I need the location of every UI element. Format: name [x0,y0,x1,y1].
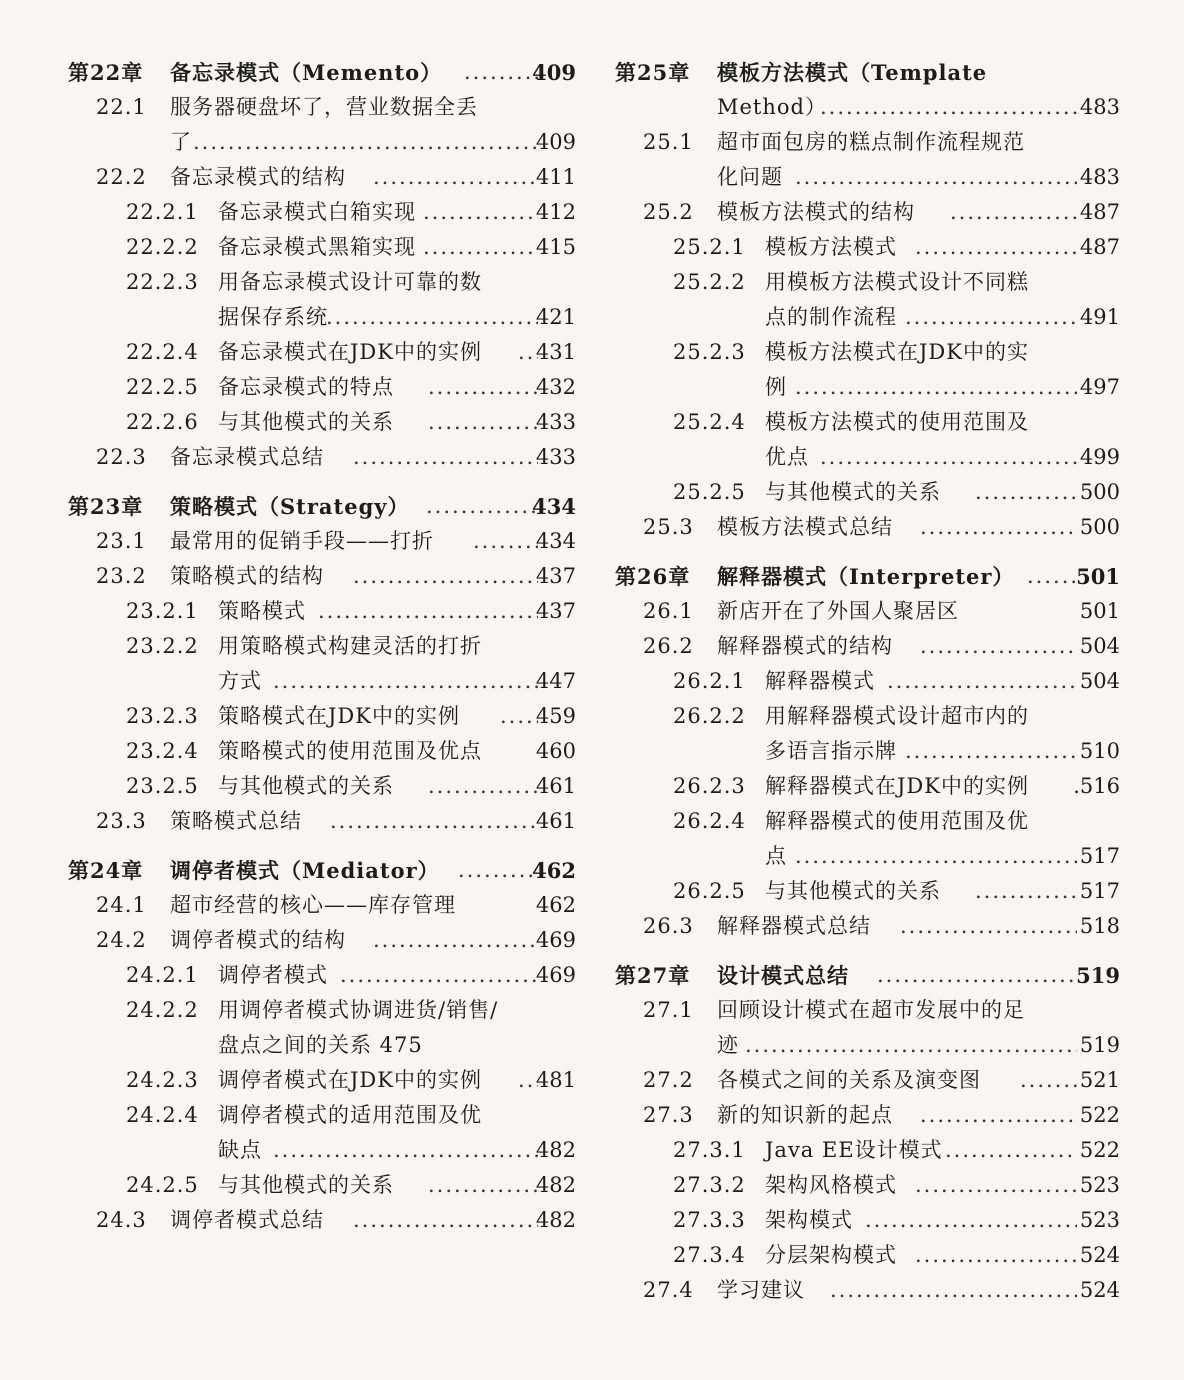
toc-page-number: 483 [1079,165,1120,189]
toc-entry-title: 用调停者模式协调进货/销售/ [218,998,499,1022]
toc-entry-number: 25.3 [643,515,694,539]
toc-entry-title: 模板方法模式的使用范围及 [765,410,1029,434]
toc-entry-title: 服务器硬盘坏了，营业数据全丢 [170,95,478,119]
toc-entry-number: 23.2.1 [126,599,199,623]
toc-page-number: 504 [1079,634,1120,658]
toc-entry-title: 例 [765,375,787,399]
toc-entry-title: 架构模式 [765,1208,853,1232]
toc-entry-line [68,265,576,300]
toc-leader-dots [428,769,538,804]
toc-entry-number: 23.1 [96,529,147,553]
toc-entry-title: 解释器模式的结构 [717,634,893,658]
toc-entry-line [615,839,1120,874]
toc-entry-line [615,1168,1120,1203]
toc-entry-title: 调停者模式的适用范围及优 [218,1103,482,1127]
toc-entry-number: 22.1 [96,95,147,119]
toc-leader-dots [273,1133,538,1168]
toc-entry-number: 22.2.2 [126,235,199,259]
toc-entry-title: 回顾设计模式在超市发展中的足 [717,998,1025,1022]
toc-entry-line [615,1028,1120,1063]
toc-entry-line [615,769,1120,804]
toc-entry-number: 26.2.2 [673,704,746,728]
toc-entry-number: 27.4 [643,1278,694,1302]
toc-page-number: 469 [535,963,576,987]
toc-entry-line [68,230,576,265]
toc-page-number: 409 [532,60,576,85]
toc-page-number: 499 [1079,445,1120,469]
toc-entry-title: 策略模式的使用范围及优点 [218,739,482,763]
toc-entry-line [615,1063,1120,1098]
toc-entry-line [68,440,576,475]
toc-entry-title: 分层架构模式 [765,1243,897,1267]
toc-page-number: 409 [535,130,576,154]
toc-entry-number: 22.2.1 [126,200,199,224]
toc-page-number: 523 [1079,1173,1120,1197]
toc-entry-title: 模板方法模式（Template [717,60,988,85]
toc-page-number: 501 [1076,564,1120,589]
toc-entry-line [68,559,576,594]
toc-leader-dots [795,370,1077,405]
toc-entry-line [615,1273,1120,1308]
toc-entry-line [615,909,1120,944]
toc-entry-number: 25.1 [643,130,694,154]
toc-entry-number: 22.2.6 [126,410,199,434]
toc-page-number: 523 [1079,1208,1120,1232]
toc-entry-line [615,629,1120,664]
toc-page-number: 518 [1079,914,1120,938]
toc-entry-line [615,230,1120,265]
toc-entry-number: 25.2.2 [673,270,746,294]
toc-entry-line [615,510,1120,545]
toc-entry-title: 学习建议 [717,1278,805,1302]
toc-entry-line [68,769,576,804]
toc-entry-title: 用解释器模式设计超市内的 [765,704,1029,728]
toc-entry-title: 盘点之间的关系 475 [218,1033,423,1057]
toc-page-number: 483 [1079,95,1120,119]
toc-page-number: 519 [1079,1033,1120,1057]
toc-entry-number: 25.2 [643,200,694,224]
toc-page-number: 501 [1079,599,1120,623]
toc-entry-line [615,734,1120,769]
toc-entry-line [615,370,1120,405]
toc-page-number: 411 [535,165,576,189]
toc-page-number: 524 [1079,1278,1120,1302]
toc-entry-number: 27.3.1 [673,1138,746,1162]
toc-entry-line [68,90,576,125]
toc-entry-title: 备忘录模式（Memento） [170,60,443,85]
toc-leader-dots [423,230,538,265]
toc-entry-title: 超市经营的核心——库存管理 [170,893,456,917]
toc-entry-line [615,1133,1120,1168]
toc-leader-dots [915,1238,1077,1273]
toc-leader-dots [900,909,1077,944]
toc-entry-line [68,370,576,405]
toc-entry-number: 24.2.3 [126,1068,199,1092]
toc-entry-title: 超市面包房的糕点制作流程规范 [717,130,1025,154]
toc-entry-line [615,664,1120,699]
toc-leader-dots [273,664,538,699]
toc-entry-line [615,440,1120,475]
toc-page-number: 519 [1076,963,1120,988]
toc-entry-number: 27.1 [643,998,694,1022]
toc-entry-title: 与其他模式的关系 [765,879,941,903]
toc-entry-title: 新店开在了外国人聚居区 [717,599,959,623]
toc-entry-line [615,90,1120,125]
toc-page-number: 461 [535,774,576,798]
toc-page-number: 431 [535,340,576,364]
toc-entry-line [68,1063,576,1098]
toc-entry-title: 策略模式在JDK中的实例 [218,704,460,728]
toc-entry-line [615,804,1120,839]
toc-entry-line [615,993,1120,1028]
toc-entry-number: 27.3.4 [673,1243,746,1267]
toc-page-number: 522 [1079,1103,1120,1127]
toc-entry-line [68,1168,576,1203]
toc-entry-line [68,405,576,440]
toc-entry-line [615,160,1120,195]
toc-entry-number: 23.2.5 [126,774,199,798]
toc-leader-dots [950,195,1077,230]
toc-entry-title: 方式 [218,669,262,693]
toc-chapter-line [615,958,1120,993]
toc-entry-title: 迹 [717,1033,739,1057]
toc-leader-dots [745,1028,1077,1063]
toc-chapter-line [68,853,576,888]
toc-entry-title: 解释器模式（Interpreter） [717,564,1015,589]
toc-entry-number: 第26章 [615,564,691,589]
toc-entry-number: 26.2.1 [673,669,746,693]
toc-entry-title: 与其他模式的关系 [765,480,941,504]
toc-entry-title: 与其他模式的关系 [218,410,394,434]
toc-page-number: 521 [1079,1068,1120,1092]
toc-entry-line [68,160,576,195]
toc-entry-line [68,958,576,993]
toc-leader-dots [795,160,1077,195]
toc-entry-line [615,699,1120,734]
toc-entry-title: 了 [170,130,192,154]
toc-leader-dots [464,55,538,90]
toc-page-number: 415 [535,235,576,259]
toc-leader-dots [193,125,538,160]
toc-entry-line [68,300,576,335]
toc-entry-line [68,1028,576,1063]
toc-entry-title: 备忘录模式总结 [170,445,324,469]
toc-entry-title: 模板方法模式的结构 [717,200,915,224]
toc-leader-dots [353,559,538,594]
toc-entry-title: 据保存系统 [218,305,328,329]
toc-page-number: 434 [535,529,576,553]
toc-entry-line [615,125,1120,160]
toc-leader-dots [330,804,538,839]
toc-entry-title: 解释器模式在JDK中的实例 [765,774,1029,798]
toc-leader-dots [877,958,1077,993]
toc-page-number: 500 [1079,480,1120,504]
toc-entry-line [68,888,576,923]
toc-leader-dots [458,853,538,888]
toc-entry-number: 25.2.3 [673,340,746,364]
toc-entry-line [615,195,1120,230]
toc-leader-dots [423,195,538,230]
toc-left-column [68,55,576,1238]
toc-entry-title: 调停者模式总结 [170,1208,324,1232]
toc-page-number: 433 [535,445,576,469]
toc-page-number: 482 [535,1173,576,1197]
toc-leader-dots [426,489,538,524]
toc-entry-line [68,664,576,699]
toc-page-number: 497 [1079,375,1120,399]
toc-entry-title: 优点 [765,445,809,469]
toc-entry-line [615,300,1120,335]
toc-page-number: .516 [1073,774,1120,798]
toc-entry-number: 第22章 [68,60,144,85]
toc-page-number: 437 [535,564,576,588]
toc-entry-title: 点的制作流程 [765,305,897,329]
toc-entry-number: 27.3.3 [673,1208,746,1232]
toc-entry-number: 23.3 [96,809,147,833]
toc-entry-title: 缺点 [218,1138,262,1162]
toc-entry-number: 27.3.2 [673,1173,746,1197]
toc-page-number: 434 [532,494,576,519]
toc-entry-number: 24.2.5 [126,1173,199,1197]
toc-entry-number: 第25章 [615,60,691,85]
toc-entry-line [68,699,576,734]
toc-entry-line [615,475,1120,510]
toc-page-number: 482 [535,1208,576,1232]
toc-entry-line [68,594,576,629]
toc-entry-title: 用策略模式构建灵活的打折 [218,634,482,658]
toc-leader-dots [795,839,1077,874]
toc-leader-dots [318,594,538,629]
toc-leader-dots [920,629,1077,664]
toc-entry-number: 25.2.4 [673,410,746,434]
toc-entry-number: 第23章 [68,494,144,519]
toc-page-number: 412 [535,200,576,224]
toc-page-number: 524 [1079,1243,1120,1267]
toc-leader-dots [500,699,538,734]
toc-entry-number: 26.3 [643,914,694,938]
toc-entry-title: 备忘录模式白箱实现 [218,200,416,224]
toc-page-number: 432 [535,375,576,399]
toc-entry-line [68,804,576,839]
toc-entry-number: 22.2.5 [126,375,199,399]
toc-page-number: 460 [535,739,576,763]
toc-entry-number: 24.1 [96,893,147,917]
toc-entry-number: 26.2.5 [673,879,746,903]
toc-leader-dots [428,405,538,440]
toc-entry-number: 23.2 [96,564,147,588]
toc-entry-number: 26.2.4 [673,809,746,833]
toc-entry-title: 解释器模式总结 [717,914,871,938]
toc-entry-title: 用模板方法模式设计不同糕 [765,270,1029,294]
toc-entry-line [68,335,576,370]
toc-entry-number: 27.3 [643,1103,694,1127]
toc-page-number: 500 [1079,515,1120,539]
toc-entry-title: 解释器模式的使用范围及优 [765,809,1029,833]
toc-entry-title: 模板方法模式总结 [717,515,893,539]
toc-entry-line [68,195,576,230]
toc-entry-title: 与其他模式的关系 [218,774,394,798]
toc-entry-line [68,1203,576,1238]
toc-page-number: 487 [1079,235,1120,259]
toc-page-number: 437 [535,599,576,623]
toc-page-number: 510 [1079,739,1120,763]
toc-entry-number: 26.1 [643,599,694,623]
toc-entry-number: 22.2 [96,165,147,189]
toc-leader-dots [820,90,1077,125]
toc-entry-number: 24.2.1 [126,963,199,987]
toc-entry-title: 调停者模式 [218,963,328,987]
toc-leader-dots [428,370,538,405]
toc-entry-line [68,923,576,958]
toc-leader-dots [373,923,538,958]
toc-entry-title: 点 [765,844,787,868]
toc-entry-number: 25.2.5 [673,480,746,504]
toc-entry-line [615,1238,1120,1273]
toc-entry-number: 23.2.4 [126,739,199,763]
toc-page-number: 522 [1079,1138,1120,1162]
toc-chapter-line [615,559,1120,594]
toc-entry-title: 调停者模式在JDK中的实例 [218,1068,482,1092]
toc-entry-title: Method） [717,95,827,119]
toc-leader-dots [373,160,538,195]
toc-entry-title: 调停者模式的结构 [170,928,346,952]
toc-entry-number: 24.3 [96,1208,147,1232]
toc-entry-title: 解释器模式 [765,669,875,693]
toc-entry-title: 备忘录模式在JDK中的实例 [218,340,482,364]
toc-entry-number: 22.2.3 [126,270,199,294]
toc-entry-number: 第24章 [68,858,144,883]
toc-leader-dots [830,1273,1077,1308]
toc-leader-dots [473,524,538,559]
toc-entry-title: 多语言指示牌 [765,739,897,763]
toc-entry-number: 22.2.4 [126,340,199,364]
toc-page-number: 421 [535,305,576,329]
toc-entry-line [615,335,1120,370]
toc-page-number: 462 [532,858,576,883]
toc-entry-title: 策略模式总结 [170,809,302,833]
toc-leader-dots [920,510,1077,545]
toc-leader-dots [920,1098,1077,1133]
toc-entry-number: 25.2.1 [673,235,746,259]
toc-leader-dots [905,300,1077,335]
toc-leader-dots [945,1133,1077,1168]
toc-leader-dots [428,1168,538,1203]
toc-page-number: 461 [535,809,576,833]
toc-chapter-line [615,55,1120,90]
toc-leader-dots [1027,559,1077,594]
toc-entry-number: 22.3 [96,445,147,469]
toc-leader-dots [340,958,538,993]
toc-entry-number: 26.2.3 [673,774,746,798]
toc-entry-number: 24.2.2 [126,998,199,1022]
toc-entry-title: 设计模式总结 [717,963,849,988]
toc-entry-line [68,524,576,559]
toc-entry-number: 第27章 [615,963,691,988]
toc-leader-dots [1020,1063,1077,1098]
toc-page-number: 504 [1079,669,1120,693]
toc-entry-title: 化问题 [717,165,783,189]
toc-entry-title: 策略模式的结构 [170,564,324,588]
toc-entry-number: 24.2 [96,928,147,952]
toc-entry-title: 备忘录模式的结构 [170,165,346,189]
toc-entry-line [68,629,576,664]
toc-page-number: 447 [535,669,576,693]
toc-entry-line [615,405,1120,440]
toc-entry-title: 最常用的促销手段——打折 [170,529,434,553]
toc-leader-dots [865,1203,1077,1238]
toc-leader-dots [915,230,1077,265]
toc-chapter-line [68,55,576,90]
toc-page-number: 482 [535,1138,576,1162]
toc-entry-line [615,874,1120,909]
toc-entry-title: 模板方法模式 [765,235,897,259]
toc-page-number: 459 [535,704,576,728]
toc-entry-title: 用备忘录模式设计可靠的数 [218,270,482,294]
toc-entry-title: 新的知识新的起点 [717,1103,893,1127]
toc-entry-title: 策略模式（Strategy） [170,494,410,519]
toc-entry-title: 架构风格模式 [765,1173,897,1197]
toc-page-number: 517 [1079,844,1120,868]
toc-leader-dots [353,440,538,475]
toc-entry-line [615,594,1120,629]
toc-entry-title: 备忘录模式的特点 [218,375,394,399]
toc-leader-dots [975,475,1077,510]
toc-entry-title: 模板方法模式在JDK中的实 [765,340,1029,364]
toc-leader-dots [353,1203,538,1238]
toc-entry-line [68,734,576,769]
toc-entry-number: 23.2.3 [126,704,199,728]
toc-leader-dots [887,664,1077,699]
toc-page-number: 487 [1079,200,1120,224]
toc-page-number: 491 [1079,305,1120,329]
toc-entry-line [615,265,1120,300]
toc-page-number: 462 [535,893,576,917]
toc-leader-dots [975,874,1077,909]
toc-entry-title: 策略模式 [218,599,306,623]
toc-right-column [615,55,1120,1308]
toc-entry-number: 24.2.4 [126,1103,199,1127]
toc-leader-dots [820,440,1077,475]
toc-entry-title: 调停者模式（Mediator） [170,858,440,883]
toc-entry-number: 27.2 [643,1068,694,1092]
toc-chapter-line [68,489,576,524]
toc-entry-title: 各模式之间的关系及演变图 [717,1068,981,1092]
toc-entry-number: 23.2.2 [126,634,199,658]
toc-entry-line [68,993,576,1028]
toc-leader-dots [326,300,538,335]
toc-page-number: 469 [535,928,576,952]
toc-entry-number: 26.2 [643,634,694,658]
toc-page-number: 481 [535,1068,576,1092]
toc-entry-title: 与其他模式的关系 [218,1173,394,1197]
toc-entry-line [615,1203,1120,1238]
toc-entry-line [68,125,576,160]
toc-entry-line [615,1098,1120,1133]
toc-leader-dots [905,734,1077,769]
toc-entry-line [68,1098,576,1133]
toc-page-number: 433 [535,410,576,434]
toc-entry-title: 备忘录模式黑箱实现 [218,235,416,259]
toc-leader-dots [915,1168,1077,1203]
toc-page-number: 517 [1079,879,1120,903]
toc-entry-title: Java EE设计模式 [765,1138,943,1162]
toc-entry-line [68,1133,576,1168]
